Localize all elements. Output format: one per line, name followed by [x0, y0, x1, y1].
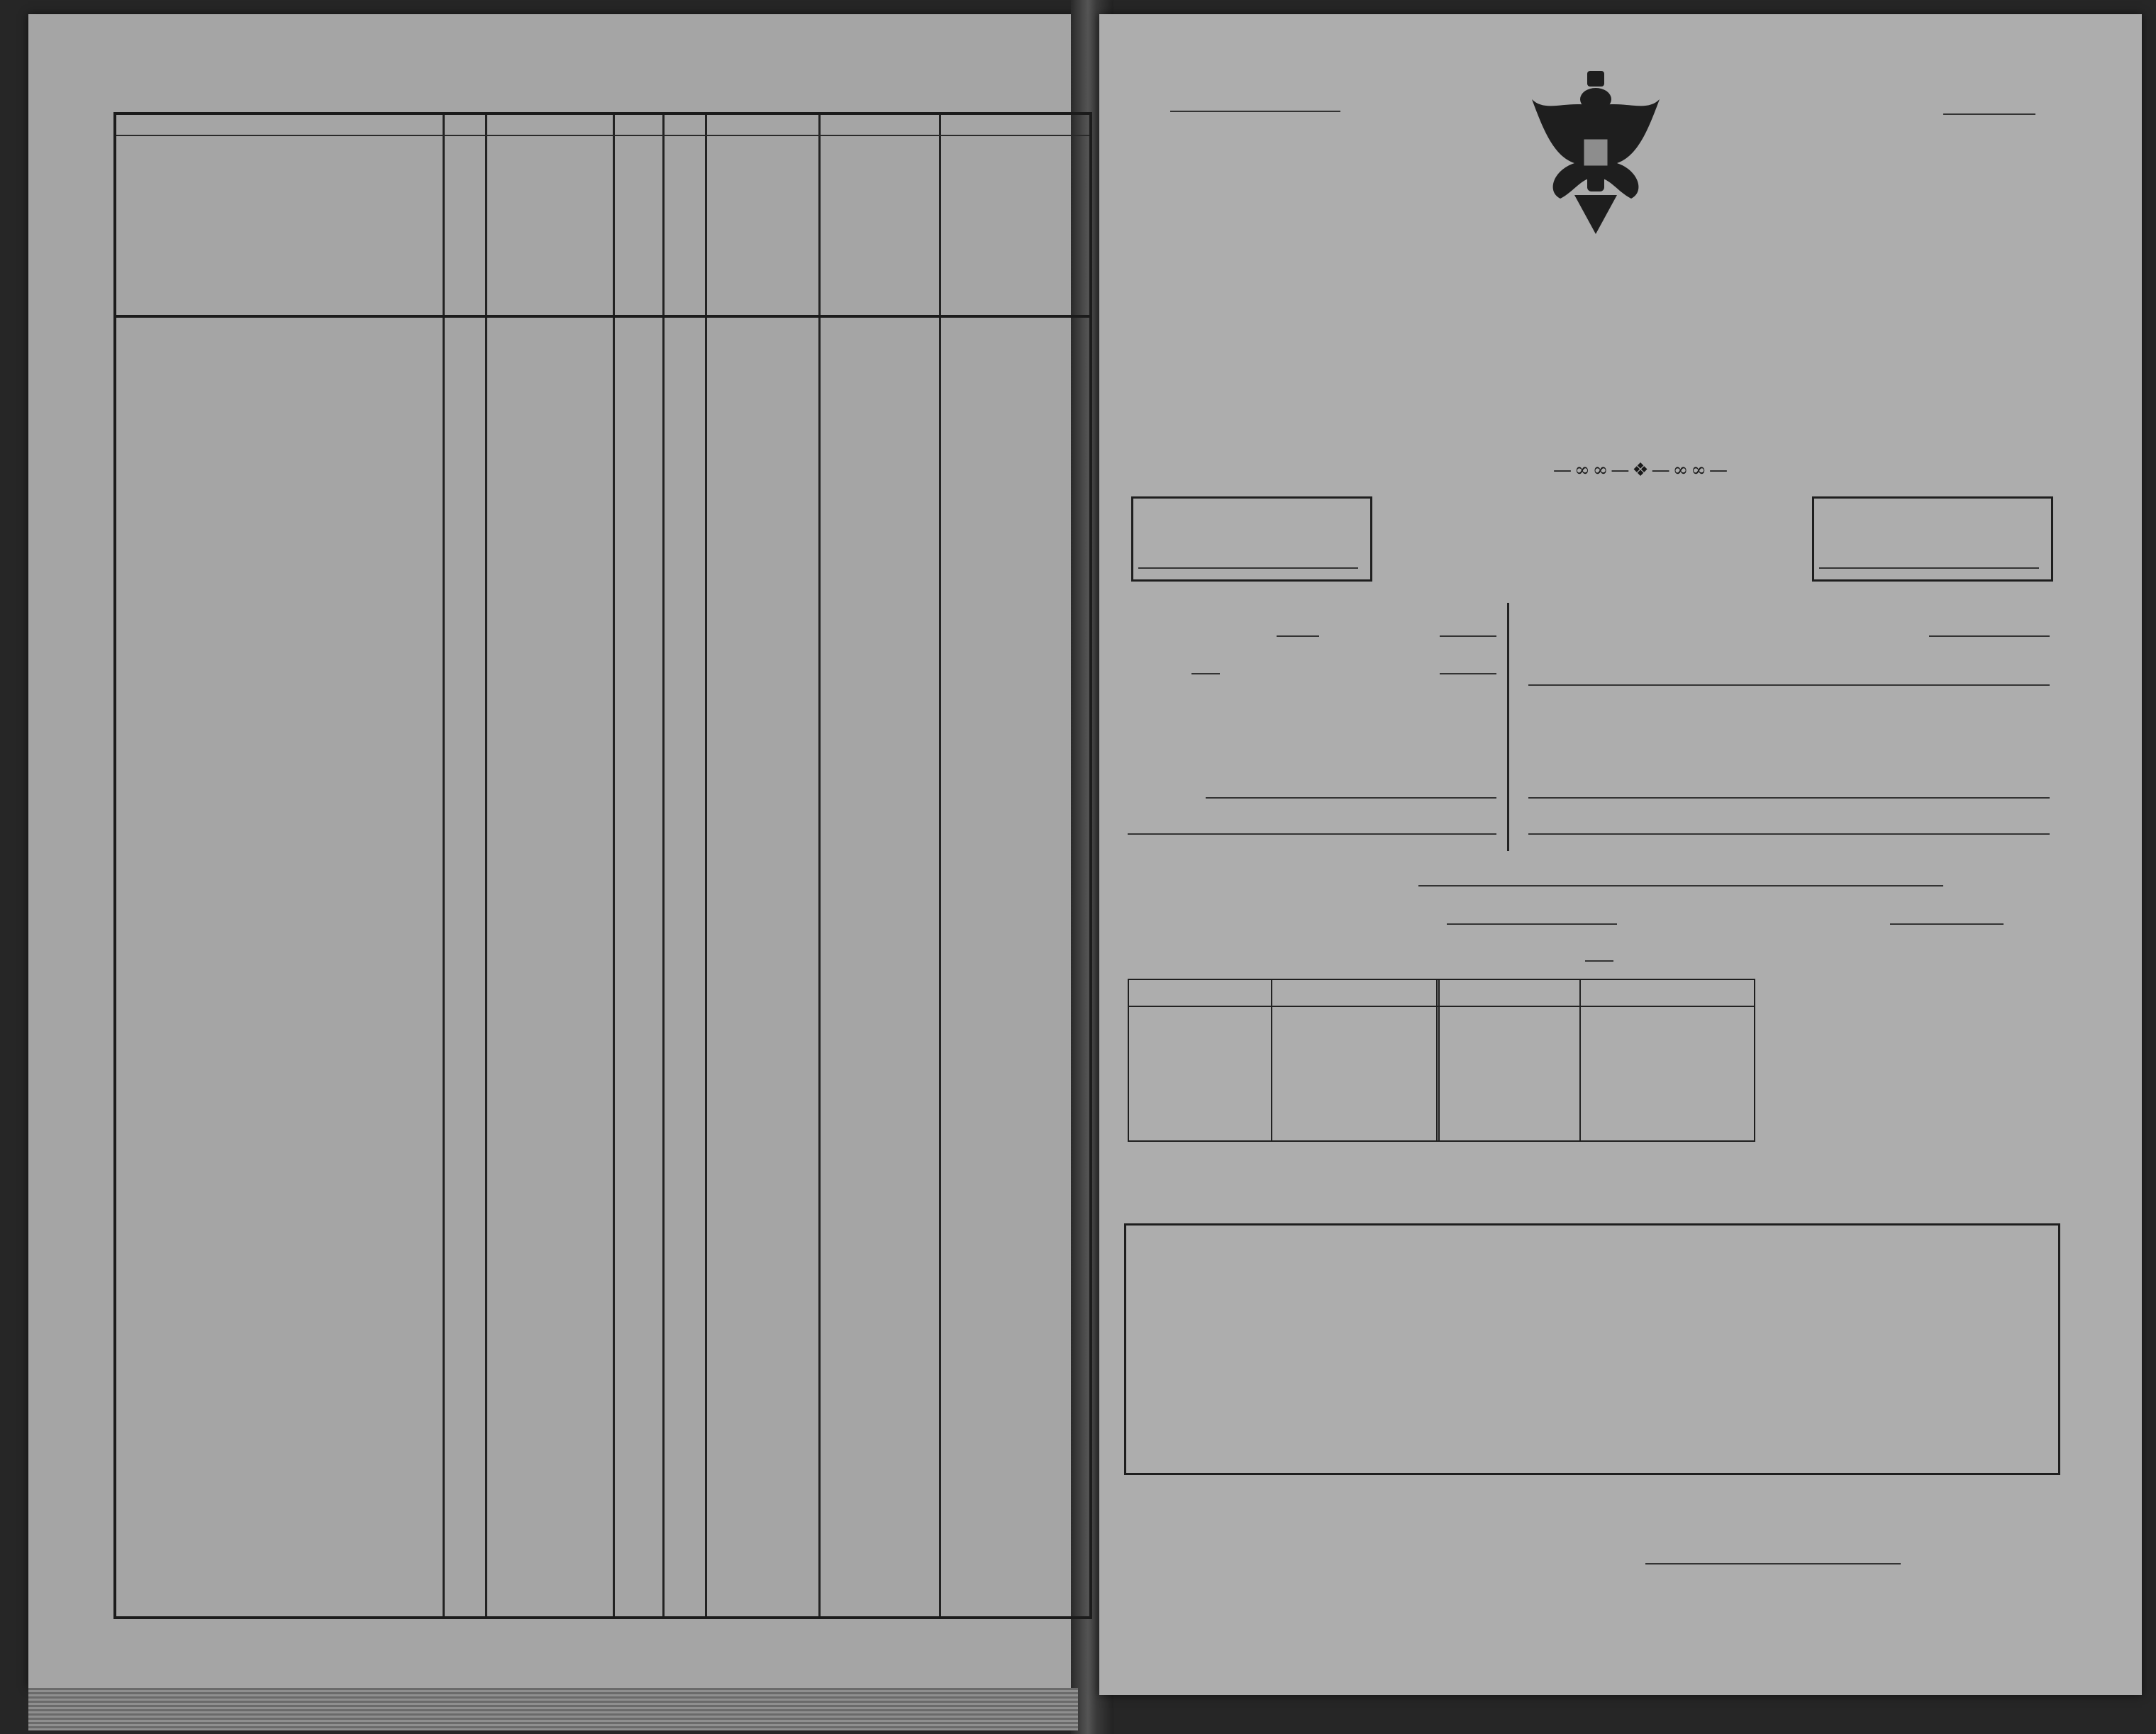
buildings-table-left	[1128, 979, 1440, 1142]
province-underline	[1138, 567, 1358, 569]
free-underline	[1170, 111, 1340, 112]
buildings-underline	[1585, 960, 1613, 962]
column-divider	[939, 115, 941, 1616]
double-headed-eagle-icon	[1525, 71, 1667, 241]
province-box	[1131, 496, 1372, 582]
ornament-divider: —∞∞—❖—∞∞—	[1553, 460, 1730, 481]
district-box	[1812, 496, 2053, 582]
header-rule	[116, 315, 1089, 318]
household-members-table	[113, 112, 1092, 1619]
rent-underline	[1890, 923, 2004, 925]
police-underline	[1440, 673, 1496, 674]
sheet-number-underline	[1943, 113, 2035, 115]
column-divider	[818, 115, 821, 1616]
society-underline-2	[1528, 684, 2050, 686]
column-number-rule	[116, 135, 1089, 136]
page-stack-edge	[28, 1688, 1078, 1730]
column-divider	[485, 115, 487, 1616]
village-underline	[1528, 797, 2050, 799]
column-divider	[662, 115, 665, 1616]
society-underline	[1929, 635, 2050, 637]
column-divider	[443, 115, 445, 1616]
owner-underline	[1418, 885, 1943, 887]
column-divider	[705, 115, 707, 1616]
volost-underline	[1206, 797, 1496, 799]
village-underline-2	[1528, 833, 2050, 835]
buildings-table-right	[1436, 979, 1755, 1142]
district-underline	[1819, 567, 2039, 569]
volost-underline-2	[1128, 833, 1496, 835]
own-yard-underline	[1447, 923, 1617, 925]
population-count-table	[1124, 1223, 2060, 1475]
census-area-underline	[1277, 635, 1319, 637]
signature-underline	[1645, 1563, 1901, 1565]
middle-divider	[1507, 603, 1509, 851]
stan-underline	[1191, 673, 1220, 674]
count-area-underline	[1440, 635, 1496, 637]
column-divider	[613, 115, 615, 1616]
